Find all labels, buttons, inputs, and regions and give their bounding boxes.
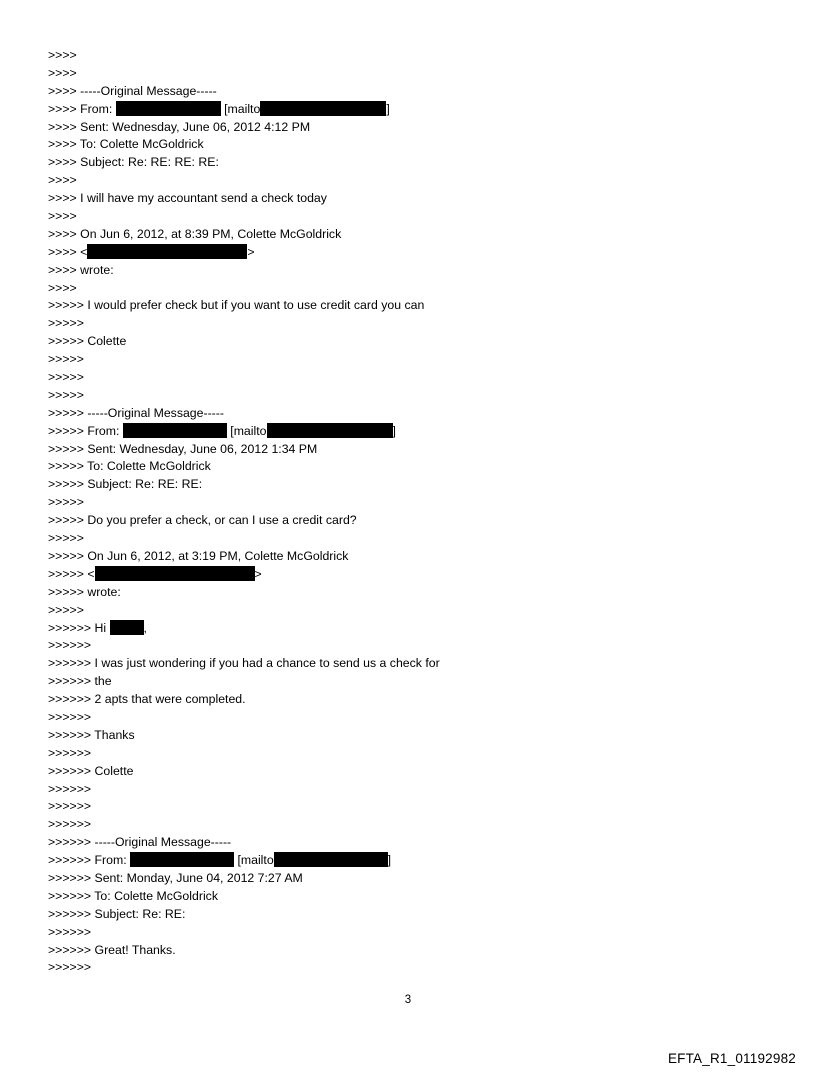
line-text: >>>>> [48,316,84,331]
thread-line [48,870,788,888]
line-text: >>>> To: Colette McGoldrick [48,137,204,152]
redaction-block [123,423,227,438]
line-text: > [247,244,255,259]
line-text: >>>>> -----Original Message----- [48,405,224,420]
line-text: >>>> [48,48,77,62]
redaction-block [110,620,144,635]
line-text: >>>>> [48,370,84,385]
line-text: >>>> < [48,244,88,259]
thread-line [48,637,788,655]
line-text: >>>> wrote: [48,262,114,277]
line-text: >>>>> Subject: Re: RE: RE: [48,477,203,492]
thread-line [48,727,788,745]
thread-line [48,208,788,226]
thread-line [48,154,788,172]
line-text: >>>>>> [48,638,92,653]
line-text: >>>> Subject: Re: RE: RE: RE: [48,155,219,170]
line-text: >>>>>> [48,781,92,796]
line-text: >>>>> wrote: [48,584,121,599]
thread-line [48,226,788,244]
redaction-block [274,852,388,867]
line-text: >>>>> [48,352,84,367]
line-text: >>>>> Sent: Wednesday, June 06, 2012 1:34 PM [48,441,318,456]
line-text: >>>>> [48,495,84,510]
thread-line [48,888,788,906]
thread-line [48,369,788,387]
line-text: >>>>>> I was just wondering if you had a chance to send us a check for [48,656,440,671]
line-text: >>>>> Colette [48,334,127,349]
thread-line [48,387,788,405]
line-text: >>>>>> Colette [48,763,134,778]
thread-line [48,512,788,530]
redaction-block [95,566,255,581]
thread-line [48,244,788,262]
line-text: >>>> -----Original Message----- [48,83,217,98]
line-text: [mailto [234,853,274,868]
line-text: >>>>>> [48,817,92,832]
thread-line [48,315,788,333]
thread-line [48,119,788,137]
thread-line [48,763,788,781]
line-text: >>>>> [48,531,84,546]
line-text: >>>>> To: Colette McGoldrick [48,459,211,474]
thread-line [48,494,788,512]
line-text: >>>>>> [48,709,92,724]
thread-line [48,834,788,852]
thread-line [48,136,788,154]
line-text: >>>>>> [48,924,92,939]
redaction-block [260,101,386,116]
thread-line [48,190,788,208]
redaction-block [267,423,393,438]
line-text: >>>>> Do you prefer a check, or can I use a credit card? [48,513,357,528]
line-text: ] [387,853,392,868]
line-text: >>>>> I would prefer check but if you want to use credit card you can [48,298,425,313]
thread-line [48,745,788,763]
thread-line [48,906,788,924]
line-text: >>>>>> Thanks [48,727,135,742]
thread-line [48,280,788,298]
line-text: [mailto [220,101,261,116]
thread-line [48,709,788,727]
document-id: EFTA_R1_01192982 [667,1051,796,1066]
line-text: >>>>>> [48,799,92,814]
line-text: ] [392,423,396,438]
thread-line [48,351,788,369]
thread-line [48,441,788,459]
thread-line [48,530,788,548]
redaction-block [116,101,221,116]
line-text: >>>> Sent: Wednesday, June 06, 2012 4:12 PM [48,119,311,134]
thread-line [48,942,788,960]
line-text: , [143,620,147,635]
thread-line [48,333,788,351]
line-text: >>>>> [48,387,84,402]
thread-line [48,798,788,816]
thread-line [48,297,788,315]
line-text: >>>>>> [48,745,92,760]
thread-line [48,959,788,977]
line-text: >>>> [48,209,77,224]
thread-line [48,816,788,834]
thread-line [48,172,788,190]
thread-line [48,405,788,423]
thread-line [48,852,788,870]
thread-line [48,673,788,691]
thread-line [48,566,788,584]
line-text: >>>>>> 2 apts that were completed. [48,692,246,707]
line-text: > [254,566,262,581]
line-text: >>>>>> [48,960,92,975]
thread-line [48,781,788,799]
line-text: [mailto [226,423,267,438]
line-text: >>>> [48,280,77,295]
line-text: >>>>> < [48,566,95,581]
thread-line [48,101,788,119]
thread-line [48,691,788,709]
thread-line [48,584,788,602]
line-text: >>>>>> Subject: Re: RE: [48,906,186,921]
thread-line [48,83,788,101]
line-text: >>>>>> Hi [48,620,110,635]
line-text: >>>>> [48,602,84,617]
line-text: >>>>>> Great! Thanks. [48,942,176,957]
thread-line [48,476,788,494]
line-text: >>>>>> -----Original Message----- [48,835,232,850]
line-text: >>>>>> From: [48,853,131,868]
line-text: >>>>>> To: Colette McGoldrick [48,888,218,903]
thread-line [48,423,788,441]
line-text: >>>>> From: [48,423,123,438]
thread-line [48,548,788,566]
thread-line [48,602,788,620]
line-text: >>>>>> Sent: Monday, June 04, 2012 7:27 AM [48,870,303,885]
thread-line [48,620,788,638]
line-text: ] [386,101,390,116]
page-number: 3 [404,994,412,1006]
line-text: >>>>>> the [48,674,112,689]
thread-line [48,458,788,476]
redaction-block [130,852,234,867]
line-text: >>>> On Jun 6, 2012, at 8:39 PM, Colette McGoldrick [48,226,342,241]
line-text: >>>> From: [48,101,116,116]
line-text: >>>>> On Jun 6, 2012, at 3:19 PM, Colette McGoldrick [48,548,349,563]
thread-line [48,262,788,280]
email-thread-body [48,47,788,977]
thread-line [48,65,788,83]
line-text: >>>> [48,173,77,188]
line-text: >>>> [48,65,77,80]
line-text: >>>> I will have my accountant send a check today [48,191,327,206]
thread-line [48,924,788,942]
redaction-block [87,244,247,259]
thread-line [48,655,788,673]
thread-line [48,47,788,65]
